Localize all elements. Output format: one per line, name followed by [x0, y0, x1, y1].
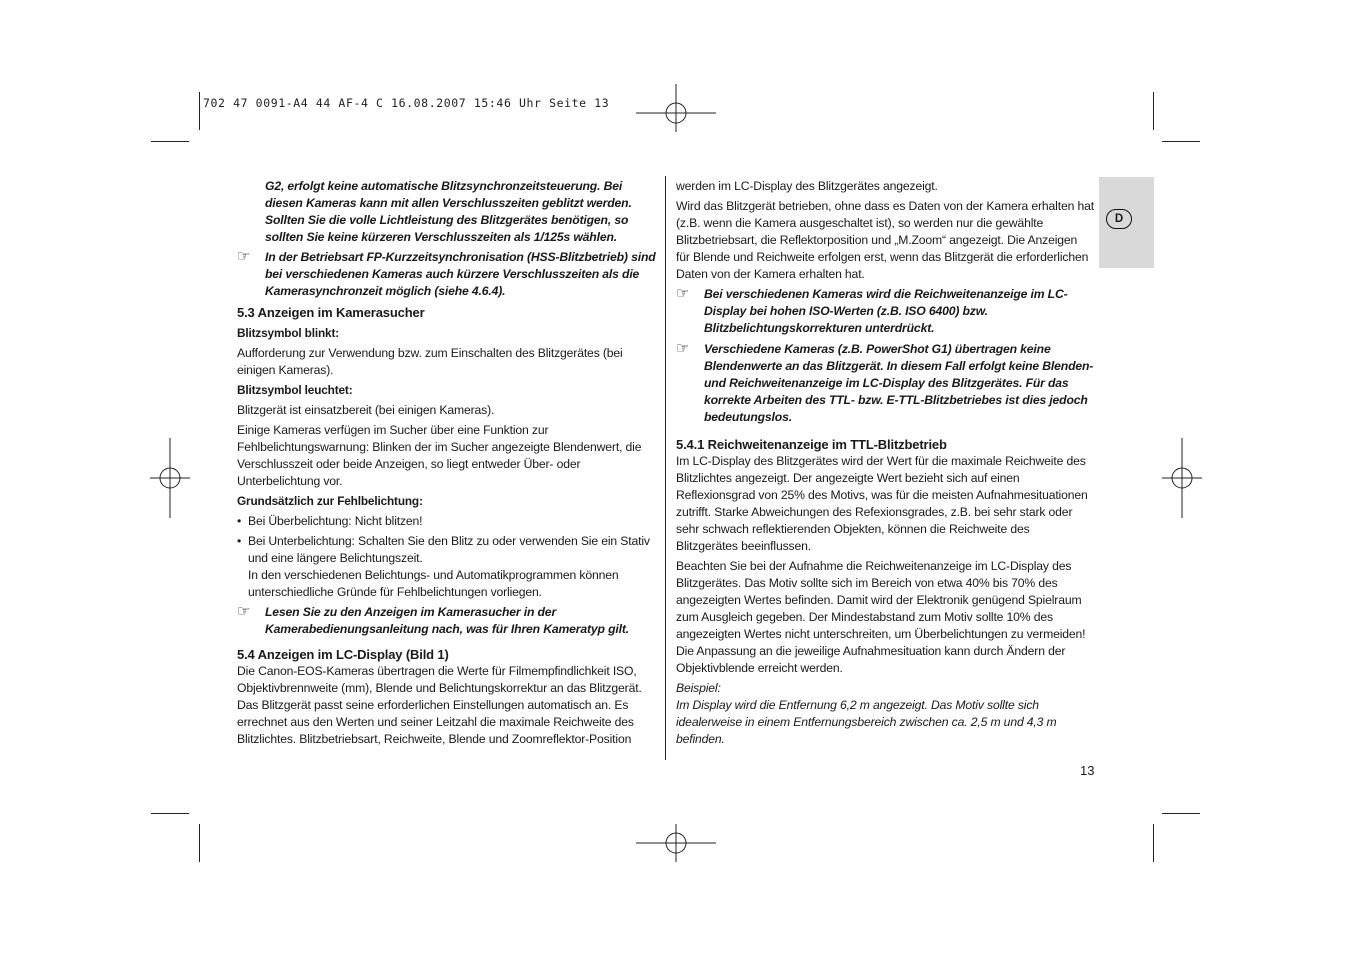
crop-mark-bottom-right-h	[1162, 813, 1200, 814]
text-fehlbelichtung: Einige Kameras verfügen im Sucher über eine Funktion zur Fehlbelichtungswarnung: Blinken der im Sucher angezeigte Blendenwert, die Verschlusszeit oder beide Anzeigen, so liegt entweder Über- oder Unterbelichtung vor.	[237, 423, 642, 488]
example-label: Beispiel:	[676, 681, 721, 695]
crop-mark-bottom-left-v	[199, 824, 200, 862]
text-leuchtet: Blitzgerät ist einsatzbereit (bei einigen Kameras).	[237, 403, 495, 417]
crop-mark-top-left-v	[199, 92, 200, 130]
section-5-4-1-heading: 5.4.1 Reichweitenanzeige im TTL-Blitzbetrieb	[676, 437, 947, 452]
section-5-3-heading: 5.3 Anzeigen im Kamerasucher	[237, 305, 425, 320]
bullet-ueberbelichtung-text: Bei Überbelichtung: Nicht blitzen!	[248, 514, 423, 528]
crosshair-registration-icon	[636, 84, 716, 144]
crop-mark-bottom-left-h	[151, 813, 189, 814]
subheading-blitzsymbol-leuchtet: Blitzsymbol leuchtet:	[237, 383, 353, 397]
subheading-blitzsymbol-blinkt: Blitzsymbol blinkt:	[237, 326, 340, 340]
text-ohne-daten: Wird das Blitzgerät betrieben, ohne dass es Daten von der Kamera erhalten hat (z.B. wenn die Kamera ausgeschaltet ist), so werden nur die gewählte Blitzbetriebsart, die Reflektorposition und „M.Zoom“ angezeigt. Die Anzeigen für Blende und Reichweite erfolgen erst, wenn das Blitzgerät die erforderlichen Daten von der Kamera erhalten hat.	[676, 199, 1094, 281]
note-iso-text: Bei verschiedenen Kameras wird die Reichweitenanzeige im LC-Display bei hohen ISO-Werten (z.B. ISO 6400) bzw. Blitzbelichtungskorrekturen unterdrückt.	[704, 287, 1068, 335]
text-blinkt: Aufforderung zur Verwendung bzw. zum Einschalten des Blitzgerätes (bei einigen Kameras).	[237, 346, 623, 377]
page-number: 13	[1080, 763, 1095, 778]
section-5-4-heading: 5.4 Anzeigen im LC-Display (Bild 1)	[237, 647, 449, 662]
pointing-hand-icon: ☞	[237, 247, 251, 265]
crop-mark-top-right-h	[1162, 141, 1200, 142]
text-continued: werden im LC-Display des Blitzgerätes angezeigt.	[676, 179, 938, 193]
right-column	[676, 178, 1094, 751]
bullet-dot: •	[237, 534, 242, 548]
left-column	[237, 178, 661, 751]
text-section-5-4-1-b: Beachten Sie bei der Aufnahme die Reichweitenanzeige im LC-Display des Blitzgerätes. Das Motiv sollte sich im Bereich von etwa 40% bis 70% des angezeigten Wertes befinden. Damit wird der Elektronik genügend Spielraum zum Ausgleich gegeben. Der Mindestabstand zum Motiv sollte 10% des angezeigten Wertes nicht unterschreiten, um Überbelichtungen zu vermeiden! Die Anpassung an die jeweilige Aufnahmesituation kann durch Ändern der Objektivblende erreicht werden.	[676, 559, 1086, 675]
bullet-unterbelichtung	[237, 533, 661, 567]
intro-note-continued: G2, erfolgt keine automatische Blitzsynchronzeitsteuerung. Bei diesen Kameras kann mit allen Verschlusszeiten geblitzt werden. Sollten Sie die volle Lichtleistung des Blitzgerätes benötigen, so sollten Sie keine kürzeren Verschlusszeiten als 1/125s wählen.	[265, 179, 632, 244]
crosshair-registration-icon	[1162, 438, 1202, 518]
bullet-unterbelichtung-text: Bei Unterbelichtung: Schalten Sie den Blitz zu oder verwenden Sie ein Stativ und eine längere Belichtungszeit.	[248, 534, 650, 565]
pointing-hand-icon: ☞	[237, 602, 251, 620]
note-powershot-text: Verschiedene Kameras (z.B. PowerShot G1) übertragen keine Blendenwerte an das Blitzgerät. In diesem Fall erfolgt keine Blenden- und Reichweitenanzeige im LC-Display des Blitzgerätes. Für das korrekte Arbeiten des TTL- bzw. E-TTL-Blitzbetriebes ist dies jedoch bedeutungslos.	[704, 342, 1094, 424]
bullet-ueberbelichtung	[237, 513, 661, 530]
note-kamerasucher-text: Lesen Sie zu den Anzeigen im Kamerasucher in der Kamerabedienungsanleitung nach, was für Ihren Kameratyp gilt.	[265, 605, 630, 636]
crop-mark-bottom-right-v	[1153, 824, 1154, 862]
text-section-5-4-1-a: Im LC-Display des Blitzgerätes wird der Wert für die maximale Reichweite des Blitzlichtes angezeigt. Der angezeigte Wert bezieht sich auf einen Reflexionsgrad von 25% des Motivs, was für die meisten Aufnahmesituationen zutrifft. Starke Abweichungen des Refexionsgrades, z.B. bei sehr stark oder sehr schwach reflektierenden Objekten, können die Reichweite des Blitzgerätes beeinflussen.	[676, 454, 1088, 553]
note-hss	[237, 249, 661, 300]
crosshair-registration-icon	[636, 814, 716, 874]
note-hss-text: In der Betriebsart FP-Kurzzeitsynchronisation (HSS-Blitzbetrieb) sind bei verschiedenen Kameras auch kürzere Verschlusszeiten als die Kamerasynchronzeit möglich (siehe 4.6.4).	[265, 250, 656, 298]
bullet-unterbelichtung-continued: In den verschiedenen Belichtungs- und Automatikprogrammen können unterschiedliche Gründe für Fehlbelichtungen vorliegen.	[248, 568, 619, 599]
crosshair-registration-icon	[150, 438, 190, 518]
note-kamerasucher	[237, 604, 661, 638]
print-slug-line: 702 47 0091-A4 44 AF-4 C 16.08.2007 15:46 Uhr Seite 13	[203, 96, 610, 110]
column-divider	[665, 176, 666, 760]
crop-mark-top-right-v	[1153, 92, 1154, 130]
subheading-grundsaetzlich: Grundsätzlich zur Fehlbelichtung:	[237, 494, 423, 508]
example-text: Im Display wird die Entfernung 6,2 m angezeigt. Das Motiv sollte sich idealerweise in einem Entfernungsbereich zwischen ca. 2,5 m und 4,3 m befinden.	[676, 698, 1057, 746]
pointing-hand-icon: ☞	[676, 284, 690, 302]
bullet-dot: •	[237, 514, 242, 528]
crop-mark-top-left-h	[151, 141, 189, 142]
pointing-hand-icon: ☞	[676, 339, 690, 357]
note-iso	[676, 286, 1094, 337]
text-section-5-4: Die Canon-EOS-Kameras übertragen die Werte für Filmempfindlichkeit ISO, Objektivbrennweite (mm), Blende und Belichtungskorrektur an das Blitzgerät. Das Blitzgerät passt seine erforderlichen Einstellungen automatisch an. Es errechnet aus den Werten und seiner Leitzahl die maximale Reichweite des Blitzlichtes. Blitzbetriebsart, Reichweite, Blende und Zoomreflektor-Position	[237, 664, 642, 746]
note-powershot	[676, 341, 1094, 426]
language-tab-badge: D	[1106, 209, 1132, 229]
